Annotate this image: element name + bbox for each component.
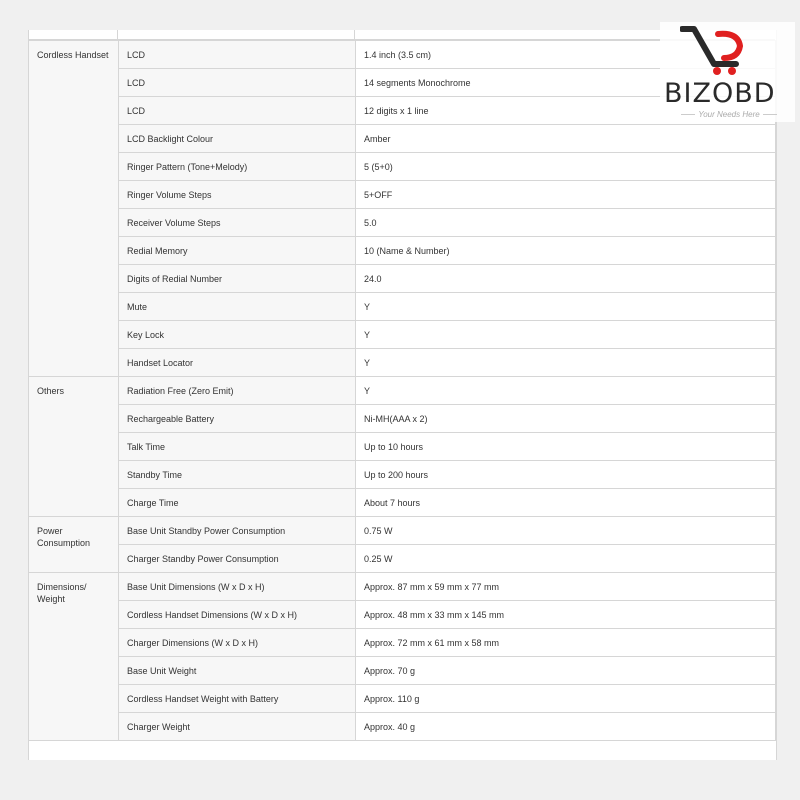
table-row	[29, 713, 776, 741]
feature-cell: Ringer Pattern (Tone+Melody)	[119, 153, 356, 181]
table-row	[29, 685, 776, 713]
value-cell: 5+OFF	[356, 181, 776, 209]
table-row	[29, 433, 776, 461]
table-row	[29, 321, 776, 349]
value-cell: Up to 200 hours	[356, 461, 776, 489]
feature-cell: Charger Dimensions (W x D x H)	[119, 629, 356, 657]
table-row	[29, 181, 776, 209]
value-cell: Y	[356, 293, 776, 321]
feature-cell: Charger Weight	[119, 713, 356, 741]
value-cell: 12 digits x 1 line	[356, 97, 776, 125]
table-row	[29, 657, 776, 685]
value-cell: Y	[356, 377, 776, 405]
feature-cell: LCD	[119, 69, 356, 97]
feature-cell: Mute	[119, 293, 356, 321]
feature-cell: Redial Memory	[119, 237, 356, 265]
table-row	[29, 377, 776, 405]
feature-cell: Key Lock	[119, 321, 356, 349]
brand-logo	[660, 22, 795, 122]
value-cell: Approx. 48 mm x 33 mm x 145 mm	[356, 601, 776, 629]
value-cell: Approx. 87 mm x 59 mm x 77 mm	[356, 573, 776, 601]
feature-cell: Base Unit Weight	[119, 657, 356, 685]
value-cell: 0.25 W	[356, 545, 776, 573]
table-row	[29, 293, 776, 321]
table-row	[29, 629, 776, 657]
table-row	[29, 461, 776, 489]
table-row	[29, 489, 776, 517]
feature-cell: LCD	[119, 41, 356, 69]
table-row	[29, 545, 776, 573]
category-cell: Dimensions/ Weight	[29, 573, 119, 741]
feature-cell: LCD Backlight Colour	[119, 125, 356, 153]
value-cell: 10 (Name & Number)	[356, 237, 776, 265]
brand-name: BIZOBD	[664, 78, 776, 109]
value-cell: Approx. 72 mm x 61 mm x 58 mm	[356, 629, 776, 657]
value-cell: 5.0	[356, 209, 776, 237]
table-row	[29, 349, 776, 377]
value-cell: Y	[356, 321, 776, 349]
feature-cell: Standby Time	[119, 461, 356, 489]
feature-cell: Base Unit Standby Power Consumption	[119, 517, 356, 545]
feature-cell: Talk Time	[119, 433, 356, 461]
table-row	[29, 125, 776, 153]
feature-cell: Receiver Volume Steps	[119, 209, 356, 237]
table-row	[29, 237, 776, 265]
value-cell: 5 (5+0)	[356, 153, 776, 181]
value-cell: 24.0	[356, 265, 776, 293]
feature-cell: LCD	[119, 97, 356, 125]
category-cell: Power Consumption	[29, 517, 119, 573]
value-cell: 14 segments Monochrome	[356, 69, 776, 97]
feature-cell: Cordless Handset Weight with Battery	[119, 685, 356, 713]
value-cell: About 7 hours	[356, 489, 776, 517]
value-cell: Up to 10 hours	[356, 433, 776, 461]
value-cell: Ni-MH(AAA x 2)	[356, 405, 776, 433]
table-row	[29, 265, 776, 293]
feature-cell: Handset Locator	[119, 349, 356, 377]
table-row	[29, 209, 776, 237]
value-cell: 1.4 inch (3.5 cm)	[356, 41, 776, 69]
feature-cell: Radiation Free (Zero Emit)	[119, 377, 356, 405]
feature-cell: Base Unit Dimensions (W x D x H)	[119, 573, 356, 601]
value-cell: Amber	[356, 125, 776, 153]
category-cell: Others	[29, 377, 119, 517]
feature-cell: Digits of Redial Number	[119, 265, 356, 293]
value-cell: Y	[356, 349, 776, 377]
table-row	[29, 517, 776, 545]
feature-cell: Rechargeable Battery	[119, 405, 356, 433]
table-row	[29, 405, 776, 433]
spec-table	[28, 40, 776, 741]
feature-cell: Ringer Volume Steps	[119, 181, 356, 209]
category-cell: Cordless Handset	[29, 41, 119, 377]
feature-cell: Charger Standby Power Consumption	[119, 545, 356, 573]
feature-cell: Charge Time	[119, 489, 356, 517]
table-row	[29, 573, 776, 601]
table-row	[29, 601, 776, 629]
value-cell: Approx. 70 g	[356, 657, 776, 685]
value-cell: 0.75 W	[356, 517, 776, 545]
value-cell: Approx. 40 g	[356, 713, 776, 741]
value-cell: Approx. 110 g	[356, 685, 776, 713]
shopping-cart-icon	[680, 24, 750, 76]
feature-cell: Cordless Handset Dimensions (W x D x H)	[119, 601, 356, 629]
brand-tagline: Your Needs Here	[666, 110, 792, 119]
table-row	[29, 153, 776, 181]
